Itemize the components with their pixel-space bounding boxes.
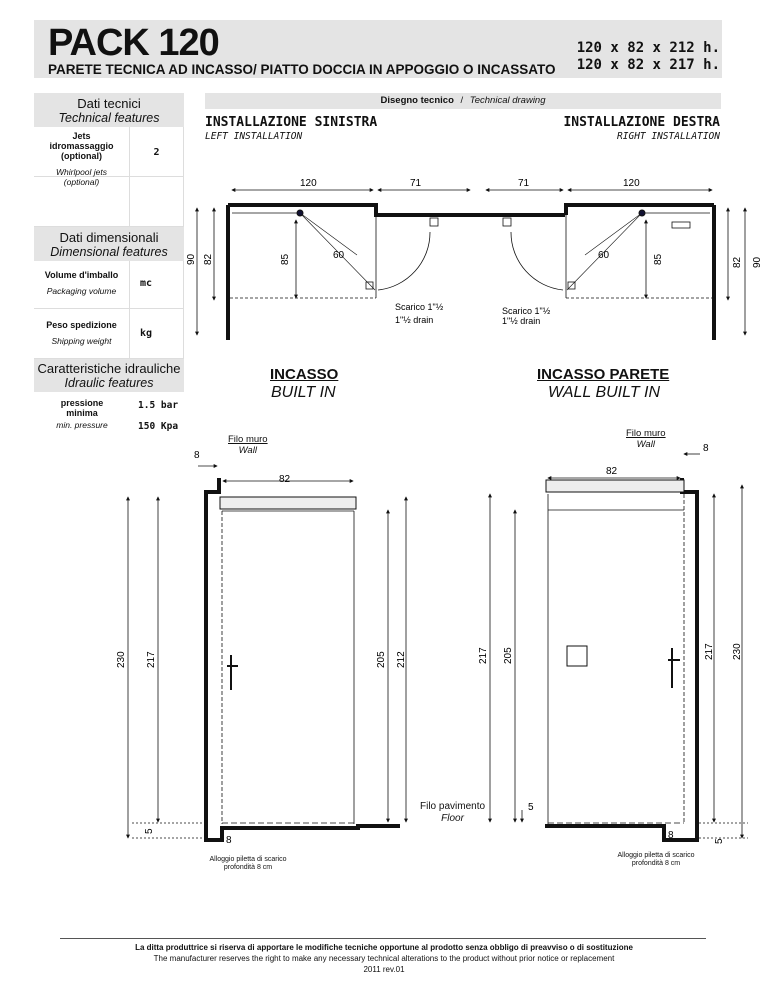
elev-dim-82-left: 82 (279, 474, 291, 485)
hydraulic-title-it: Caratteristiche idrauliche (37, 361, 181, 376)
drain-label-right-en: 1"½ drain (502, 316, 541, 326)
elev-dim-5-right: 5 (714, 838, 725, 844)
elev-dim-217-right: 217 (704, 643, 715, 660)
footer-line-en: The manufacturer reserves the right to make any necessary technical alterations to the product without prior notice or replacement (153, 954, 615, 963)
elev-dim-212-left: 212 (396, 651, 407, 668)
drain-housing-note-left (198, 856, 298, 872)
wall-label-left-en: Wall (238, 445, 257, 456)
left-installation-title: INSTALLAZIONE SINISTRA (205, 115, 378, 130)
elev-dim-8-bottom-left: 8 (226, 835, 232, 846)
elev-dim-205-right: 205 (503, 647, 514, 664)
drain-housing-note-right (606, 852, 706, 868)
footer-revision: 2011 rev.01 (363, 965, 405, 974)
technical-title-it: Dati tecnici (77, 96, 141, 111)
drain-label-left-en: 1"½ drain (395, 315, 434, 325)
drain-note-left-1: Alloggio piletta di scarico (209, 856, 287, 863)
plan-dim-90-right: 90 (752, 256, 763, 268)
elevation-dimension-lines (128, 454, 748, 838)
pressure-value-bar: 1.5 bar (138, 400, 179, 411)
elev-dim-230-right: 230 (732, 643, 743, 660)
volume-label-it: Volume d'imballo (44, 270, 119, 280)
elev-dim-5-floor: 5 (528, 802, 534, 813)
floor-label-it: Filo pavimento (420, 801, 486, 812)
plan-dim-120-right: 120 (623, 178, 640, 189)
wall-label-right (626, 428, 666, 450)
incasso-parete-subtitle: WALL BUILT IN (548, 384, 661, 401)
drain-note-left-2: profondità 8 cm (223, 864, 273, 871)
jets-label-en: Whirlpool jets (optional) (55, 167, 108, 187)
dimension-line-1: 120 x 82 x 212 h. (576, 40, 720, 56)
plan-dim-82-right: 82 (732, 256, 743, 268)
wall-label-right-it: Filo muro (626, 428, 666, 439)
drain-note-right-2: profondità 8 cm (631, 860, 681, 867)
technical-title-en: Technical features (58, 111, 160, 125)
wall-label-left-it: Filo muro (228, 434, 268, 445)
volume-label-en: Packaging volume (46, 286, 117, 296)
dimension-line-2: 120 x 82 x 217 h. (576, 57, 720, 73)
wall-label-left (228, 434, 268, 456)
drain-label-right-it: Scarico 1"½ (502, 306, 551, 316)
page-subtitle: PARETE TECNICA AD INCASSO/ PIATTO DOCCIA IN APPOGGIO O INCASSATO (48, 62, 556, 77)
right-elevation (545, 478, 697, 840)
jets-value: 2 (153, 147, 160, 158)
plan-dim-71-right: 71 (518, 178, 530, 189)
elev-dim-205-left: 205 (376, 651, 387, 668)
pressure-label-it: pressione minima (60, 398, 104, 418)
incasso-title: INCASSO (270, 366, 339, 383)
plan-dim-82-left: 82 (203, 253, 214, 265)
elev-dim-8-left: 8 (194, 450, 200, 461)
dimensional-title-it: Dati dimensionali (59, 230, 159, 245)
plan-dim-85-left: 85 (280, 253, 291, 265)
drawing-bar-it: Disegno tecnico (380, 95, 454, 106)
plan-dim-71-left: 71 (410, 178, 422, 189)
elev-dim-8-right: 8 (703, 443, 709, 454)
page-title: PACK 120 (48, 22, 219, 64)
elev-dim-8-bottom-right: 8 (668, 830, 674, 841)
weight-unit: kg (140, 328, 153, 339)
incasso-parete-title: INCASSO PARETE (537, 366, 670, 383)
elev-dim-217-right-inner: 217 (478, 647, 489, 664)
drawing-bar-en: Technical drawing (469, 95, 546, 106)
drawing-bar-separator: / (460, 95, 464, 106)
left-installation-subtitle: LEFT INSTALLATION (205, 131, 303, 142)
drain-note-right-1: Alloggio piletta di scarico (617, 852, 695, 859)
elev-dim-217-left: 217 (146, 651, 157, 668)
plan-dim-85-right: 85 (653, 253, 664, 265)
plan-dim-60-left: 60 (333, 250, 345, 261)
elev-dim-230-left: 230 (116, 651, 127, 668)
jets-label-it: Jets idromassaggio (optional) (49, 131, 114, 161)
footer-divider (60, 938, 706, 939)
elev-dim-5-left: 5 (144, 828, 155, 834)
plan-dim-120-left: 120 (300, 178, 317, 189)
weight-label-en: Shipping weight (51, 336, 112, 346)
right-installation-subtitle: RIGHT INSTALLATION (617, 131, 720, 142)
elev-dim-82-right: 82 (606, 466, 618, 477)
plan-dim-90-left: 90 (186, 253, 197, 265)
drain-label-left-it: Scarico 1"½ (395, 302, 444, 312)
plan-dim-60-right: 60 (598, 250, 610, 261)
right-installation-title: INSTALLAZIONE DESTRA (563, 115, 720, 130)
hydraulic-title-en: Idraulic features (64, 376, 154, 390)
left-elevation (206, 478, 400, 840)
floor-label-en: Floor (441, 813, 464, 824)
wall-label-right-en: Wall (636, 439, 655, 450)
footer-line-it: La ditta produttrice si riserva di apportare le modifiche tecniche opportune al prodotto senza obbligo di preavviso o di sostituzione (135, 943, 633, 952)
pressure-label-en: min. pressure (56, 420, 108, 430)
weight-label-it: Peso spedizione (46, 320, 117, 330)
pressure-value-kpa: 150 Kpa (138, 421, 179, 432)
dimensional-title-en: Dimensional features (50, 245, 168, 259)
incasso-subtitle: BUILT IN (271, 384, 336, 401)
floor-label (420, 801, 485, 825)
volume-unit: mc (140, 278, 153, 289)
